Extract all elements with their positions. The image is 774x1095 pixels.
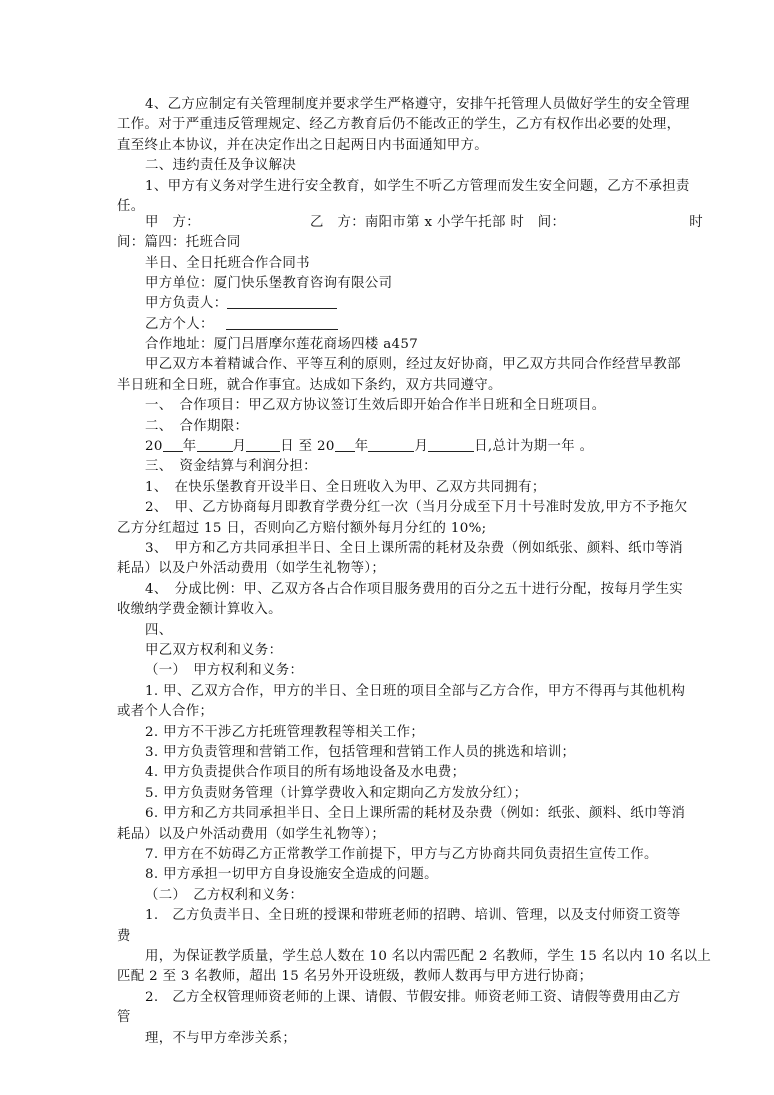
text-line: 4. 甲方负责提供合作项目的所有场地设备及水电费； bbox=[145, 765, 466, 780]
text-line: 乙方分红超过 15 日，否则向乙方赔付额外每月分红的 10%; bbox=[117, 521, 487, 536]
section-heading: 甲乙双方权利和义务： bbox=[145, 643, 283, 658]
clause-2: 二、 合作期限： bbox=[145, 419, 249, 434]
text-line: 间：篇四：托班合同 bbox=[117, 235, 241, 250]
clause-1: 一、 合作项目：甲乙双方协议签订生效后即开始合作半日班和全日班项目。 bbox=[145, 398, 606, 413]
section-heading: 二、违约责任及争议解决 bbox=[145, 158, 297, 173]
blank-underline bbox=[226, 315, 338, 330]
clause-3: 三、 资金结算与利润分担： bbox=[145, 459, 317, 474]
cooperation-address: 合作地址：厦门吕厝摩尔莲花商场四楼 a457 bbox=[145, 337, 419, 352]
signature-line bbox=[145, 213, 704, 233]
text-line: 耗品）以及户外活动费用（如学生礼物等）； bbox=[117, 561, 386, 576]
party-b-individual: 乙方个人： bbox=[145, 315, 665, 335]
text-line: 4、 分成比例：甲、乙双方各占合作项目服务费用的百分之五十进行分配，按每月学生实 bbox=[145, 582, 684, 597]
text-line: 或者个人合作； bbox=[117, 704, 214, 719]
text-line: 1. 甲、乙双方合作，甲方的半日、全日班的项目全部与乙方合作，甲方不得再与其他机构 bbox=[145, 684, 686, 699]
contract-title: 半日、全日托班合作合同书 bbox=[145, 256, 310, 271]
subsection-heading: （二） 乙方权利和义务： bbox=[145, 888, 304, 903]
text-line: 半日班和全日班，就合作事宜。达成如下条约，双方共同遵守。 bbox=[117, 378, 502, 393]
text-line: 4、乙方应制定有关管理制度并要求学生严格遵守，安排午托管理人员做好学生的安全管理 bbox=[145, 97, 690, 112]
text-line: 管 bbox=[117, 1010, 131, 1025]
text-line: 1. 乙方负责半日、全日班的授课和带班老师的招聘、培训、管理，以及支付师资工资等 bbox=[145, 908, 681, 923]
text-line: 3、 甲方和乙方共同承担半日、全日上课所需的耗材及杂费（例如纸张、颜料、纸巾等消 bbox=[145, 541, 684, 556]
text-line: 甲乙双方本着精诚合作、平等互利的原则，经过友好协商，甲乙双方共同合作经营早教部 bbox=[145, 357, 681, 372]
text-line: 用，为保证教学质量，学生总人数在 10 名以内需匹配 2 名教师，学生 15 名以内 10 名以上 bbox=[145, 949, 712, 964]
blank-underline bbox=[227, 294, 337, 309]
text-line: 2. 乙方全权管理师资老师的上课、请假、节假安排。师资老师工资、请假等费用由乙方 bbox=[145, 990, 681, 1005]
text-line: 3. 甲方负责管理和营销工作，包括管理和营销工作人员的挑选和培训； bbox=[145, 745, 576, 760]
term-dates-line: 20 年 月 日 至 20 年 月 日,总计为期一年 。 bbox=[145, 439, 594, 454]
text-line: 耗品）以及户外活动费用（如学生礼物等）； bbox=[117, 827, 386, 842]
clause-4: 四、 bbox=[145, 623, 173, 638]
party-b-label: 乙 方：南阳市第 x 小学午托部 时 间： bbox=[309, 215, 566, 230]
text-line: 工作。对于严重违反管理规定、经乙方教育后仍不能改正的学生，乙方有权作出必要的处理， bbox=[117, 117, 681, 132]
text-line: 2. 甲方不干涉乙方托班管理教程等相关工作； bbox=[145, 725, 425, 740]
party-a-unit: 甲方单位：厦门快乐堡教育咨询有限公司 bbox=[145, 276, 393, 291]
text-line: 理，不与甲方牵涉关系； bbox=[145, 1031, 297, 1046]
text-line: 7. 甲方在不妨碍乙方正常教学工作前提下，甲方与乙方协商共同负责招生宣传工作。 bbox=[145, 847, 658, 862]
text-line: 收缴纳学费金额计算收入。 bbox=[117, 602, 282, 617]
text-line: 8. 甲方承担一切甲方自身设施安全造成的问题。 bbox=[145, 867, 438, 882]
text-line: 6. 甲方和乙方共同承担半日、全日上课所需的耗材及杂费（例如：纸张、颜料、纸巾等消 bbox=[145, 806, 686, 821]
text-line: 5. 甲方负责财务管理（计算学费收入和定期向乙方发放分红）； bbox=[145, 786, 528, 801]
text-line: 费 bbox=[117, 929, 131, 944]
text-line: 匹配 2 至 3 名教师，超出 15 名另外开设班级，教师人数再与甲方进行协商； bbox=[117, 969, 593, 984]
text-line: 1、 在快乐堡教育开设半日、全日班收入为甲、乙双方共同拥有； bbox=[145, 480, 546, 495]
party-a-label: 甲 方： bbox=[145, 215, 200, 230]
text-line: 直至终止本协议，并在决定作出之日起两日内书面通知甲方。 bbox=[117, 138, 488, 153]
subsection-heading: （一） 甲方权利和义务： bbox=[145, 663, 304, 678]
time-label: 时 bbox=[689, 215, 704, 230]
text-line: 2、 甲、乙方协商每月即教育学费分红一次（当月分成至下月十号准时发放,甲方不予拖欠 bbox=[145, 500, 688, 515]
text-line: 任。 bbox=[117, 199, 145, 214]
text-line: 1、甲方有义务对学生进行安全教育，如学生不听乙方管理而发生安全问题，乙方不承担责 bbox=[145, 179, 690, 194]
party-a-representative: 甲方负责人： bbox=[145, 294, 665, 314]
